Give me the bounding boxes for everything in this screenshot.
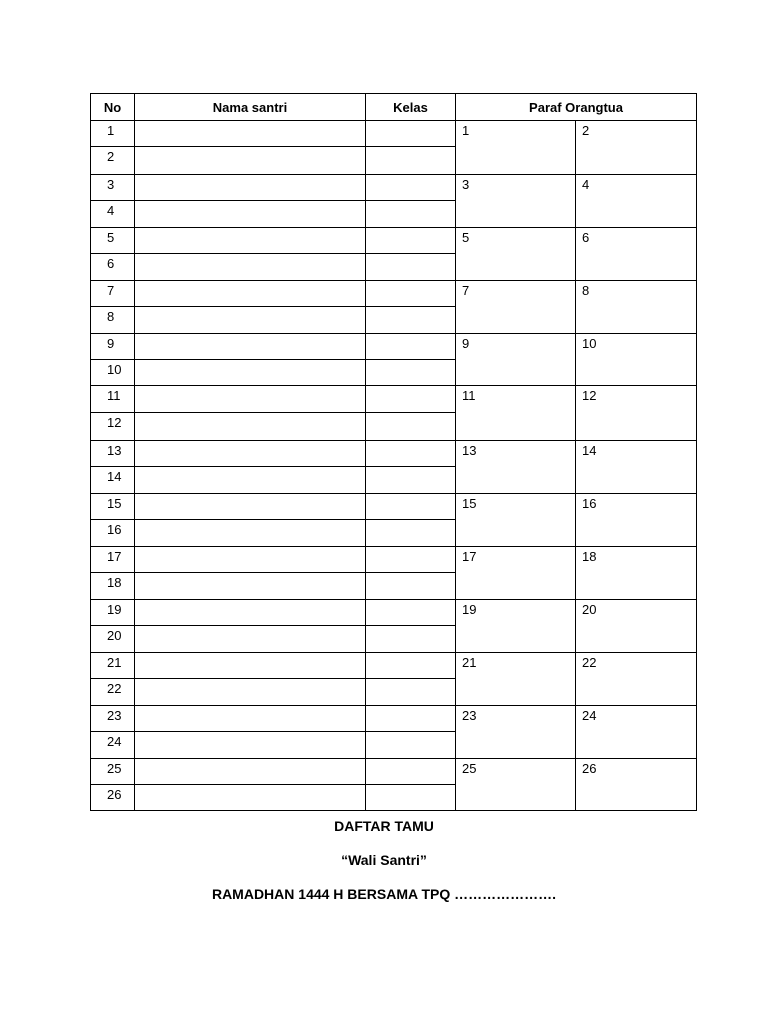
row-number: 18 [91, 573, 135, 600]
nama-santri-cell[interactable] [135, 626, 366, 653]
nama-santri-cell[interactable] [135, 679, 366, 706]
paraf-cell[interactable]: 5 [456, 228, 576, 281]
nama-santri-cell[interactable] [135, 547, 366, 573]
nama-santri-cell[interactable] [135, 254, 366, 281]
row-number: 23 [91, 706, 135, 732]
nama-santri-cell[interactable] [135, 706, 366, 732]
table-row [91, 706, 697, 732]
paraf-cell[interactable]: 18 [576, 547, 697, 600]
row-number: 10 [91, 360, 135, 386]
row-number: 14 [91, 467, 135, 494]
header-kelas: Kelas [366, 94, 456, 121]
nama-santri-cell[interactable] [135, 759, 366, 785]
nama-santri-cell[interactable] [135, 653, 366, 679]
kelas-cell[interactable] [366, 147, 456, 175]
kelas-cell[interactable] [366, 386, 456, 413]
nama-santri-cell[interactable] [135, 573, 366, 600]
paraf-cell[interactable]: 16 [576, 494, 697, 547]
paraf-cell[interactable]: 26 [576, 759, 697, 811]
header-row [91, 94, 697, 121]
row-number: 20 [91, 626, 135, 653]
guest-list-table [90, 93, 697, 811]
header-nama-santri: Nama santri [135, 94, 366, 121]
row-number: 17 [91, 547, 135, 573]
paraf-cell[interactable]: 3 [456, 175, 576, 228]
nama-santri-cell[interactable] [135, 147, 366, 175]
paraf-cell[interactable]: 13 [456, 441, 576, 494]
row-number: 16 [91, 520, 135, 547]
nama-santri-cell[interactable] [135, 175, 366, 201]
nama-santri-cell[interactable] [135, 494, 366, 520]
paraf-cell[interactable]: 12 [576, 386, 697, 441]
paraf-cell[interactable]: 14 [576, 441, 697, 494]
row-number: 12 [91, 413, 135, 441]
nama-santri-cell[interactable] [135, 360, 366, 386]
paraf-cell[interactable]: 25 [456, 759, 576, 811]
paraf-cell[interactable]: 22 [576, 653, 697, 706]
paraf-cell[interactable]: 20 [576, 600, 697, 653]
row-number: 26 [91, 785, 135, 811]
row-number: 2 [91, 147, 135, 175]
nama-santri-cell[interactable] [135, 281, 366, 307]
row-number: 1 [91, 121, 135, 147]
table-row [91, 281, 697, 307]
row-number: 15 [91, 494, 135, 520]
nama-santri-cell[interactable] [135, 600, 366, 626]
kelas-cell[interactable] [366, 360, 456, 386]
paraf-cell[interactable]: 4 [576, 175, 697, 228]
kelas-cell[interactable] [366, 334, 456, 360]
kelas-cell[interactable] [366, 573, 456, 600]
header-paraf-orangtua: Paraf Orangtua [456, 94, 697, 121]
row-number: 3 [91, 175, 135, 201]
nama-santri-cell[interactable] [135, 732, 366, 759]
paraf-cell[interactable]: 9 [456, 334, 576, 386]
row-number: 6 [91, 254, 135, 281]
kelas-cell[interactable] [366, 413, 456, 441]
row-number: 7 [91, 281, 135, 307]
paraf-cell[interactable]: 2 [576, 121, 697, 175]
table-row [91, 600, 697, 626]
table-row [91, 175, 697, 201]
kelas-cell[interactable] [366, 679, 456, 706]
row-number: 11 [91, 386, 135, 413]
row-number: 21 [91, 653, 135, 679]
nama-santri-cell[interactable] [135, 785, 366, 811]
paraf-cell[interactable]: 10 [576, 334, 697, 386]
paraf-cell[interactable]: 11 [456, 386, 576, 441]
kelas-cell[interactable] [366, 626, 456, 653]
table-row [91, 759, 697, 785]
kelas-cell[interactable] [366, 307, 456, 334]
kelas-cell[interactable] [366, 121, 456, 147]
kelas-cell[interactable] [366, 785, 456, 811]
kelas-cell[interactable] [366, 547, 456, 573]
paraf-cell[interactable]: 21 [456, 653, 576, 706]
paraf-cell[interactable]: 15 [456, 494, 576, 547]
nama-santri-cell[interactable] [135, 520, 366, 547]
table-row [91, 228, 697, 254]
document-title: DAFTAR TAMU [334, 818, 434, 834]
table-row [91, 547, 697, 573]
kelas-cell[interactable] [366, 706, 456, 732]
kelas-cell[interactable] [366, 201, 456, 228]
paraf-cell[interactable]: 7 [456, 281, 576, 334]
table-row [91, 653, 697, 679]
row-number: 13 [91, 441, 135, 467]
paraf-cell[interactable]: 8 [576, 281, 697, 334]
nama-santri-cell[interactable] [135, 121, 366, 147]
row-number: 24 [91, 732, 135, 759]
paraf-cell[interactable]: 19 [456, 600, 576, 653]
table-row [91, 334, 697, 360]
row-number: 4 [91, 201, 135, 228]
table-row [91, 441, 697, 467]
kelas-cell[interactable] [366, 732, 456, 759]
kelas-cell[interactable] [366, 600, 456, 626]
paraf-cell[interactable]: 17 [456, 547, 576, 600]
kelas-cell[interactable] [366, 467, 456, 494]
kelas-cell[interactable] [366, 494, 456, 520]
document-subtitle: “Wali Santri” [341, 852, 427, 868]
paraf-cell[interactable]: 23 [456, 706, 576, 759]
kelas-cell[interactable] [366, 281, 456, 307]
row-number: 19 [91, 600, 135, 626]
row-number: 9 [91, 334, 135, 360]
nama-santri-cell[interactable] [135, 334, 366, 360]
table-row [91, 494, 697, 520]
paraf-cell[interactable]: 6 [576, 228, 697, 281]
header-no: No [91, 94, 135, 121]
table-row [91, 386, 697, 413]
paraf-cell[interactable]: 1 [456, 121, 576, 175]
row-number: 8 [91, 307, 135, 334]
nama-santri-cell[interactable] [135, 386, 366, 413]
paraf-cell[interactable]: 24 [576, 706, 697, 759]
kelas-cell[interactable] [366, 759, 456, 785]
nama-santri-cell[interactable] [135, 228, 366, 254]
nama-santri-cell[interactable] [135, 201, 366, 228]
kelas-cell[interactable] [366, 175, 456, 201]
kelas-cell[interactable] [366, 520, 456, 547]
kelas-cell[interactable] [366, 228, 456, 254]
kelas-cell[interactable] [366, 254, 456, 281]
row-number: 22 [91, 679, 135, 706]
nama-santri-cell[interactable] [135, 413, 366, 441]
nama-santri-cell[interactable] [135, 307, 366, 334]
table-row [91, 121, 697, 147]
kelas-cell[interactable] [366, 653, 456, 679]
nama-santri-cell[interactable] [135, 467, 366, 494]
row-number: 25 [91, 759, 135, 785]
row-number: 5 [91, 228, 135, 254]
nama-santri-cell[interactable] [135, 441, 366, 467]
kelas-cell[interactable] [366, 441, 456, 467]
event-line: RAMADHAN 1444 H BERSAMA TPQ …………………. [211, 886, 557, 902]
